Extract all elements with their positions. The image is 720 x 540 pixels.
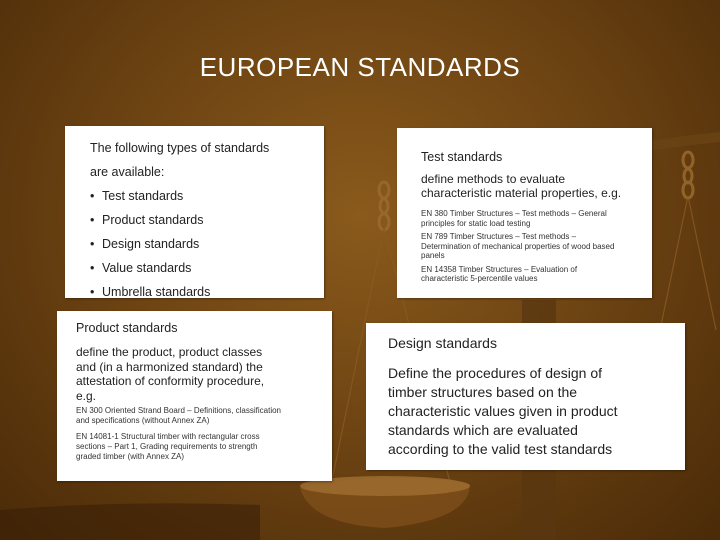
test-standards-box <box>397 128 652 298</box>
design-standards-box <box>366 323 685 470</box>
list-item: • Value standards <box>90 256 324 280</box>
test-standards-description: define methods to evaluate characteristic material properties, e.g. <box>421 172 622 200</box>
design-standards-description: Define the procedures of design of timber structures based on the characteristic values given in product standards which are evaluated according to the valid test standards <box>388 365 618 457</box>
standard-types-box <box>65 126 324 298</box>
list-item: • Product standards <box>90 208 324 232</box>
standard-types-list <box>90 184 324 304</box>
bullet-icon: • <box>90 237 95 251</box>
reference-en380: EN 380 Timber Structures – Test methods – General principles for static load testing <box>421 209 607 228</box>
product-standards-description: define the product, product classes and (in a harmonized standard) the attestation of conformity procedure, e.g. <box>76 345 265 403</box>
reference-en14358: EN 14358 Timber Structures – Evaluation of characteristic 5-percentile values <box>421 264 578 283</box>
product-standards-box <box>57 311 332 481</box>
bullet-icon: • <box>90 285 95 299</box>
test-standards-heading: Test standards <box>421 150 503 164</box>
bullet-icon: • <box>90 189 95 203</box>
list-item: • Design standards <box>90 232 324 256</box>
intro-text-line-1: The following types of standards <box>90 141 270 155</box>
list-item: • Umbrella standards <box>90 280 324 304</box>
design-standards-heading: Design standards <box>388 335 497 351</box>
list-item: • Test standards <box>90 184 324 208</box>
reference-en789: EN 789 Timber Structures – Test methods – Determination of mechanical properties of wood based panels <box>421 232 615 260</box>
reference-en300: EN 300 Oriented Strand Board – Definitions, classification and specifications (without Annex ZA) <box>76 406 281 425</box>
bullet-icon: • <box>90 261 95 275</box>
bullet-icon: • <box>90 213 95 227</box>
reference-en14081: EN 14081-1 Structural timber with rectangular cross sections – Part 1, Grading requirements to strength graded timber (with Annex ZA) <box>76 432 260 461</box>
product-standards-heading: Product standards <box>76 321 178 335</box>
intro-text-line-2: are available: <box>90 165 165 179</box>
slide-title: EUROPEAN STANDARDS <box>199 52 521 82</box>
